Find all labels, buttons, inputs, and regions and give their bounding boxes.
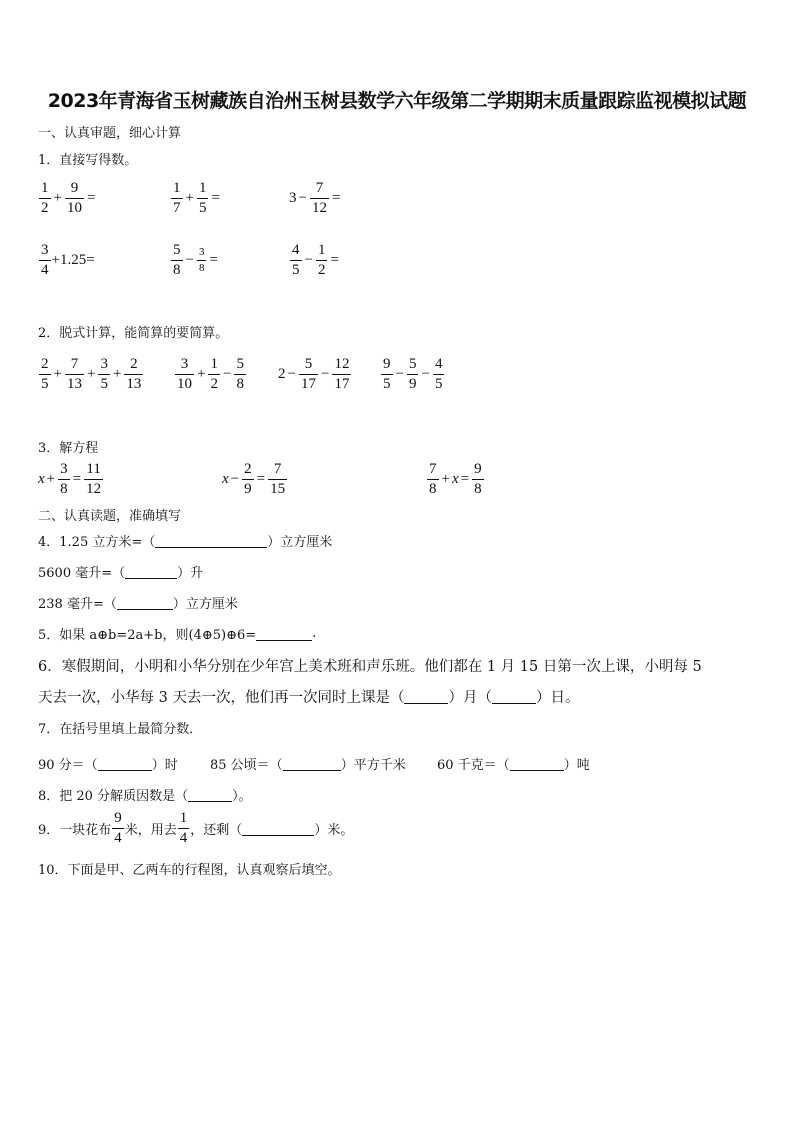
answer-blank[interactable] (117, 595, 173, 610)
answer-blank-month[interactable] (404, 689, 448, 704)
q1-expr-5: $\frac{5}{8}$ − $\frac{3}{8}$ = (173, 242, 218, 278)
fraction: $\frac{5}{8}$ (173, 242, 181, 278)
fraction: $\frac{1}{2}$ (317, 242, 326, 278)
q3-label: 3．解方程 (38, 441, 99, 456)
q1-label: 1．直接写得数。 (38, 153, 138, 168)
q1-expr-4: $\frac{3}{4}$ +1.25= (41, 242, 95, 278)
fraction: $\frac{9}{4}$ (114, 810, 122, 846)
q2-expr-2: $\frac{3}{10}$ + $\frac{1}{2}$ − $\frac{5}{8}$ (177, 356, 244, 392)
fraction: $\frac{3}{5}$ (100, 356, 108, 392)
fraction: $\frac{9}{8}$ (474, 461, 482, 497)
q9-line: 9．一块花布 $\frac{9}{4}$ 米，用去 $\frac{1}{4}$ ，还剩（ ）米。 (38, 810, 354, 846)
fraction: $\frac{1}{4}$ (179, 810, 188, 846)
q7-part-2: 85 公顷＝（ ）平方千米 (210, 758, 406, 773)
fraction: $\frac{7}{12}$ (311, 180, 327, 216)
fraction: $\frac{7}{15}$ (270, 461, 286, 497)
fraction: $\frac{4}{5}$ (292, 242, 300, 278)
fraction: $\frac{7}{8}$ (429, 461, 437, 497)
fraction: $\frac{2}{5}$ (41, 356, 49, 392)
answer-blank[interactable] (155, 533, 267, 548)
q3-equation-1: x + $\frac{3}{8}$ = $\frac{11}{12}$ (38, 461, 102, 497)
fraction: $\frac{1}{2}$ (210, 356, 218, 392)
fraction: $\frac{2}{9}$ (244, 461, 252, 497)
section1-heading: 一、认真审题，细心计算 (38, 126, 182, 141)
q7-label: 7．在括号里填上最简分数． (38, 722, 203, 737)
answer-blank[interactable] (98, 756, 152, 771)
q6-line-2: 天去一次，小华每 3 天去一次，他们再一次同时上课是（ ）月（ ）日。 (38, 690, 580, 706)
q5-line: 5．如果 a⊕b=2a+b，则(4⊕5)⊕6= . (38, 626, 317, 643)
q2-expr-1: $\frac{2}{5}$ + $\frac{7}{13}$ + $\frac{3}{5}$ + $\frac{2}{13}$ (41, 356, 142, 392)
fraction: $\frac{3}{10}$ (177, 356, 192, 392)
q3-equation-2: x − $\frac{2}{9}$ = $\frac{7}{15}$ (222, 461, 286, 497)
fraction: $\frac{4}{5}$ (434, 356, 443, 392)
q2-label: 2．脱式计算，能简算的要简算。 (38, 326, 229, 341)
answer-blank-day[interactable] (492, 689, 536, 704)
q6-line-1: 6．寒假期间，小明和小华分别在少年宫上美术班和声乐班。他们都在 1 月 15 日第一次上课，小明每 5 (38, 659, 702, 675)
section2-heading: 二、认真读题，准确填写 (38, 509, 182, 524)
answer-blank[interactable] (242, 821, 314, 836)
q1-expr-1: $\frac{1}{2}$ + $\frac{9}{10}$ = (41, 180, 96, 216)
fraction: $\frac{9}{5}$ (383, 356, 391, 392)
q1-expr-6: $\frac{4}{5}$ − $\frac{1}{2}$ = (292, 242, 339, 278)
q4-line-2: 5600 毫升=（ ）升 (38, 566, 204, 581)
q7-part-1: 90 分＝（ ）时 (38, 758, 178, 773)
answer-blank[interactable] (256, 626, 312, 641)
answer-blank[interactable] (510, 756, 564, 771)
answer-blank[interactable] (125, 564, 177, 579)
q3-equation-3: $\frac{7}{8}$ + x = $\frac{9}{8}$ (429, 461, 482, 497)
fraction: $\frac{9}{10}$ (66, 180, 82, 216)
fraction: $\frac{3}{8}$ (198, 246, 205, 274)
fraction: $\frac{5}{9}$ (408, 356, 417, 392)
q1-expr-2: $\frac{1}{7}$ + $\frac{1}{5}$ = (173, 180, 220, 216)
q2-expr-3: 2 − $\frac{5}{17}$ − $\frac{12}{17}$ (278, 356, 350, 392)
q1-expr-3: 3 − $\frac{7}{12}$ = (289, 180, 341, 216)
fraction: $\frac{3}{8}$ (60, 461, 68, 497)
fraction: $\frac{2}{13}$ (126, 356, 142, 392)
q4-line-3: 238 毫升=（ ）立方厘米 (38, 597, 238, 612)
fraction: $\frac{3}{4}$ (41, 242, 49, 278)
fraction: $\frac{5}{8}$ (236, 356, 244, 392)
q8-line: 8．把 20 分解质因数是（ ）。 (38, 789, 252, 804)
fraction: $\frac{11}{12}$ (86, 461, 102, 497)
fraction: $\frac{1}{2}$ (41, 180, 49, 216)
fraction: $\frac{1}{5}$ (198, 180, 207, 216)
q4-line-1: 4．1.25 立方米=（ ）立方厘米 (38, 535, 333, 550)
q2-expr-4: $\frac{9}{5}$ − $\frac{5}{9}$ − $\frac{4}{5}$ (383, 356, 443, 392)
answer-blank[interactable] (188, 787, 232, 802)
fraction: $\frac{7}{13}$ (66, 356, 82, 392)
fraction: $\frac{5}{17}$ (300, 356, 316, 392)
fraction: $\frac{12}{17}$ (334, 356, 350, 392)
page-title: 2023年青海省玉树藏族自治州玉树县数学六年级第二学期期末质量跟踪监视模拟试题 (47, 90, 747, 112)
q10-label: 10．下面是甲、乙两车的行程图，认真观察后填空。 (38, 863, 341, 878)
q7-part-3: 60 千克＝（ ）吨 (437, 758, 590, 773)
fraction: $\frac{1}{7}$ (173, 180, 181, 216)
answer-blank[interactable] (283, 756, 341, 771)
